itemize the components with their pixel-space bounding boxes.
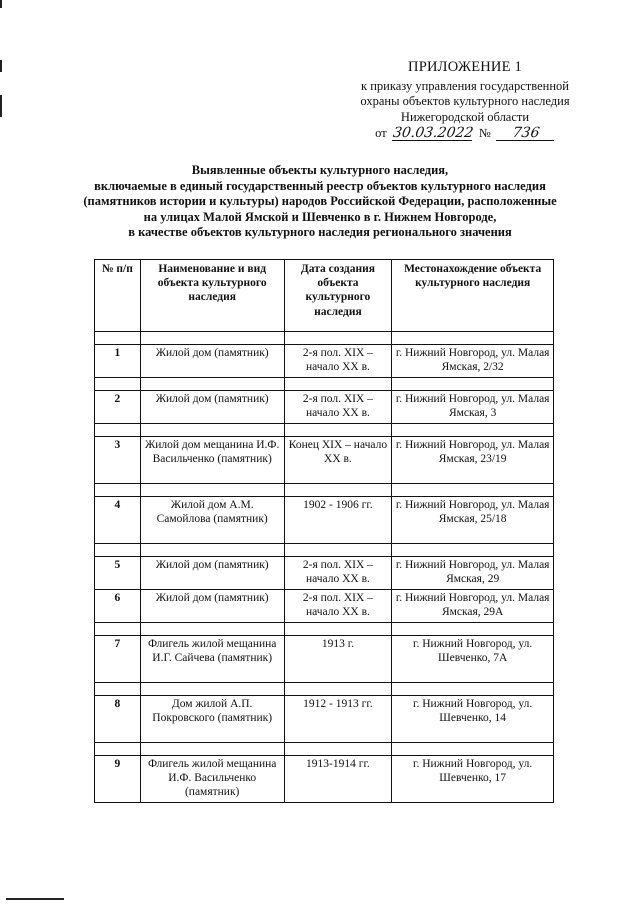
order-date-number xyxy=(330,126,600,142)
cell-name: Флигель жилой мещанина И.Г. Сайчева (памятник) xyxy=(140,636,284,683)
cell-number: 8 xyxy=(95,696,141,743)
table-row xyxy=(95,345,554,378)
spacer-row xyxy=(95,683,554,696)
cell-name: Жилой дом А.М. Самойлова (памятник) xyxy=(140,497,284,544)
spacer-row xyxy=(95,378,554,391)
appendix-line: охраны объектов культурного наследия xyxy=(360,94,570,108)
cell-number: 3 xyxy=(95,437,141,484)
heritage-objects-table xyxy=(94,259,554,803)
spacer-row xyxy=(95,544,554,557)
cell-location: г. Нижний Новгород, ул. Шевченко, 17 xyxy=(392,756,554,803)
spacer-row xyxy=(95,424,554,437)
cell-date: 2-я пол. XIX – начало XX в. xyxy=(284,557,392,590)
document-heading xyxy=(60,163,580,241)
cell-location: г. Нижний Новгород, ул. Малая Ямская, 3 xyxy=(392,391,554,424)
order-date-handwritten: 30.03.2022 xyxy=(391,125,475,141)
cell-number: 7 xyxy=(95,636,141,683)
cell-name: Жилой дом (памятник) xyxy=(140,590,284,623)
cell-number: 9 xyxy=(95,756,141,803)
scan-margin-mark xyxy=(0,95,2,117)
cell-location: г. Нижний Новгород, ул. Малая Ямская, 23/19 xyxy=(392,437,554,484)
appendix-line: к приказу управления государственной xyxy=(361,78,569,93)
table-row xyxy=(95,437,554,484)
cell-location: г. Нижний Новгород, ул. Малая Ямская, 29 xyxy=(392,557,554,590)
cell-location: г. Нижний Новгород, ул. Шевченко, 14 xyxy=(392,696,554,743)
cell-name: Флигель жилой мещанина И.Ф. Васильченко (памятник) xyxy=(140,756,284,803)
table-row xyxy=(95,391,554,424)
header-name: Наименование и вид объекта культурного наследия xyxy=(140,260,284,332)
cell-name: Дом жилой А.П. Покровского (памятник) xyxy=(140,696,284,743)
cell-date: 1913 г. xyxy=(284,636,392,683)
heading-line: на улицах Малой Ямской и Шевченко в г. Нижнем Новгороде, xyxy=(143,209,497,224)
heading-line: (памятников истории и культуры) народов Российской Федерации, расположенные xyxy=(83,194,557,209)
table-row xyxy=(95,696,554,743)
footer-rule xyxy=(6,898,64,900)
spacer-row xyxy=(95,332,554,345)
header-date: Дата создания объекта культурного наследия xyxy=(284,260,392,332)
cell-location: г. Нижний Новгород, ул. Малая Ямская, 25/18 xyxy=(392,497,554,544)
spacer-row xyxy=(95,743,554,756)
header-number: № п/п xyxy=(95,260,141,332)
cell-number: 5 xyxy=(95,557,141,590)
cell-date: 1913-1914 гг. xyxy=(284,756,392,803)
scan-margin-mark xyxy=(0,60,2,72)
cell-date: 1902 - 1906 гг. xyxy=(284,497,392,544)
cell-name: Жилой дом (памятник) xyxy=(140,557,284,590)
appendix-title: ПРИЛОЖЕНИЕ 1 xyxy=(408,59,522,75)
appendix-block xyxy=(330,60,600,142)
cell-number: 2 xyxy=(95,391,141,424)
cell-date: Конец XIX – начало XX в. xyxy=(284,437,392,484)
scan-margin-mark xyxy=(0,0,2,8)
cell-date: 2-я пол. XIX – начало XX в. xyxy=(284,345,392,378)
cell-date: 2-я пол. XIX – начало XX в. xyxy=(284,590,392,623)
spacer-row xyxy=(95,623,554,636)
cell-date: 2-я пол. XIX – начало XX в. xyxy=(284,391,392,424)
cell-name: Жилой дом (памятник) xyxy=(140,345,284,378)
heading-line: в качестве объектов культурного наследия регионального значения xyxy=(128,225,512,240)
cell-location: г. Нижний Новгород, ул. Шевченко, 7А xyxy=(392,636,554,683)
heading-line: Выявленные объекты культурного наследия, xyxy=(191,163,449,177)
spacer-row xyxy=(95,484,554,497)
cell-number: 6 xyxy=(95,590,141,623)
table-row xyxy=(95,636,554,683)
cell-location: г. Нижний Новгород, ул. Малая Ямская, 2/32 xyxy=(392,345,554,378)
table-header-row xyxy=(95,260,554,332)
cell-number: 1 xyxy=(95,345,141,378)
table-row xyxy=(95,590,554,623)
header-location: Местонахождение объекта культурного наследия xyxy=(392,260,554,332)
cell-number: 4 xyxy=(95,497,141,544)
cell-name: Жилой дом мещанина И.Ф. Васильченко (памятник) xyxy=(140,437,284,484)
order-number-handwritten: 736 xyxy=(496,126,556,141)
number-prefix: № xyxy=(478,126,491,140)
table-row xyxy=(95,756,554,803)
cell-date: 1912 - 1913 гг. xyxy=(284,696,392,743)
table-row xyxy=(95,497,554,544)
heading-line: включаемые в единый государственный реестр объектов культурного наследия xyxy=(94,178,546,193)
cell-name: Жилой дом (памятник) xyxy=(140,391,284,424)
cell-location: г. Нижний Новгород, ул. Малая Ямская, 29А xyxy=(392,590,554,623)
date-prefix: от xyxy=(375,126,387,140)
table-row xyxy=(95,557,554,590)
appendix-line: Нижегородской области xyxy=(400,109,530,124)
